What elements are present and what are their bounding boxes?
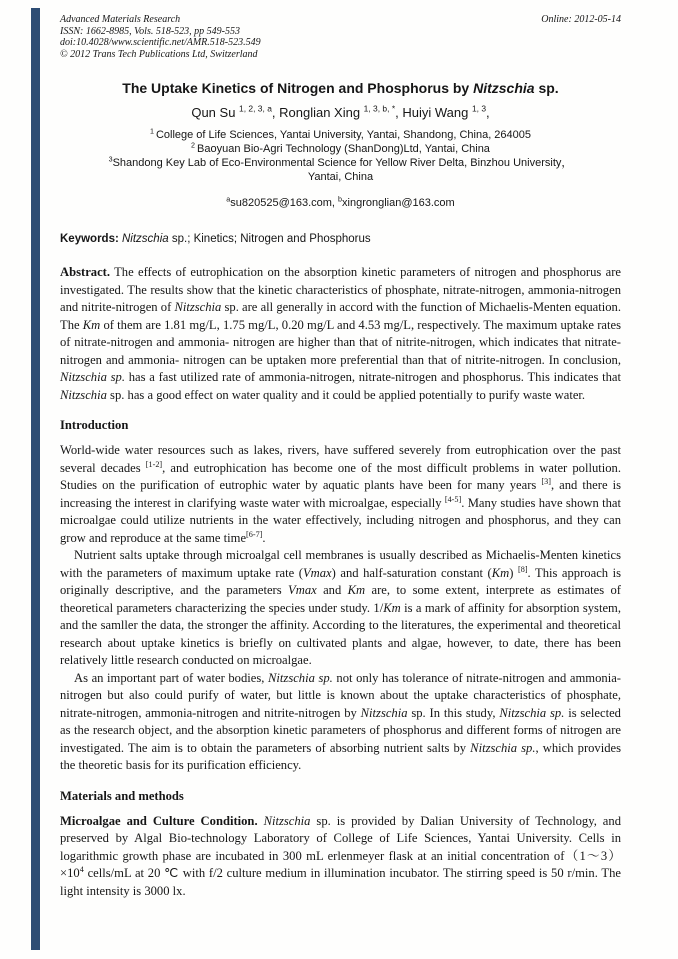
journal-issn-line: ISSN: 1662-8985, Vols. 518-523, pp 549-553 — [60, 25, 240, 37]
affiliations-block — [60, 128, 621, 184]
keywords-line: Keywords: Nitzschia sp.; Kinetics; Nitrogen and Phosphorus — [60, 233, 371, 245]
journal-header — [60, 14, 621, 60]
author-emails: $^a$su820525@163.com, $^b$xingronglian@163.com — [226, 195, 455, 209]
materials-paragraph-1: Microalgae and Culture Condition. Nitzschia sp. is provided by Dalian University of Technology, and preserved by Algal Bio-technology Laboratory of College of Life Sciences, Yantai University. Cells in logarithmic growth phase are incubated in 300 mL erlenmeyer flask at an initial concentration $of(1\sim 3)\times 10^4$ cells/mL at 20 ℃ with f/2 culture medium in illumination incubator. The stirring speed is 50 r/min. The light intensity is 3000 lx. — [60, 813, 621, 898]
paper-title: The Uptake Kinetics of Nitrogen and Phosphorus by Nitzschia sp. — [122, 80, 559, 96]
section-heading-introduction: Introduction — [60, 418, 129, 432]
journal-info — [60, 14, 261, 60]
abstract-paragraph: Abstract. The effects of eutrophication on the absorption kinetic parameters of nitrogen and phosphorus are investigated. The results show that the kinetic characteristics of phosphate, nitrate-nitrogen, ammonia-nitrogen and nitrite-nitrogen of Nitzschia sp. are all generally in accord with the function of Michaelis-Menten equation. The Km of them are 1.81 mg/L, 1.75 mg/L, 0.20 mg/L and 4.53 mg/L, respectively. The maximum uptake rates of nitrate-nitrogen and ammonia- nitrogen are higher than that of nitrite-nitrogen, which indicates that nitrate-nitrogen and ammonia- nitrogen can be uptaken more preferential than that of nitrite-nitrogen. In conclusion, Nitzschia sp. has a fast utilized rate of ammonia-nitrogen, nitrate-nitrogen and phosphorus. This indicates that Nitzschia sp. has a good effect on water quality and it could be applied potentially to purify waste water. — [60, 265, 621, 402]
intro-paragraph-3: As an important part of water bodies, Nitzschia sp. not only has tolerance of nitrate-nitrogen and ammonia-nitrogen but also could purify of water, but little is known about the uptake characteristics of phosphate, nitrate-nitrogen, ammonia-nitrogen and nitrite-nitrogen by Nitzschia sp. In this study, Nitzschia sp. is selected as the research object, and the absorption kinetic parameters of phosphorus and different forms of nitrogen are investigated. The aim is to obtain the parameters of absorbing nutrient salts by Nitzschia sp., which provides the theoretic basis for its purification efficiency. — [60, 670, 622, 772]
affiliation-3: $^3$Shandong Key Lab of Eco-Environmental Science for Yellow River Delta, Binzhou University， Yantai, China — [108, 155, 573, 183]
authors-line: Qun Su $^{1, 2, 3, a}$, Ronglian Xing $^{1, 3, b, *}$, Huiyi Wang $^{1, 3}$, — [191, 103, 490, 120]
left-accent-bar — [31, 8, 40, 950]
journal-copyright-line: © 2012 Trans Tech Publications Ltd, Switzerland — [60, 48, 258, 60]
section-heading-materials-and-methods: Materials and methods — [60, 788, 184, 803]
intro-paragraph-1: World-wide water resources such as lakes, rivers, have suffered severely from eutrophication over the past several decades [1-2], and eutrophication has become one of the most difficult problems in water pollution. Studies on the purification of eutrophic water by aquatic plants have been for many years [3], and there is increasing the interest in clarifying waste water with microalgae, especially [4-5]. Many studies have shown that microalgae could utilize nutrients in the water effectively, including nitrogen and phosphorus, and they can grow and reproduce at the same time[6-7]. — [60, 443, 621, 545]
journal-doi-line: doi:10.4028/www.scientific.net/AMR.518-523.549 — [60, 37, 261, 48]
affiliation-2: $^2$ Baoyuan Bio-Agri Technology (ShanDong)Ltd, Yantai, China — [191, 141, 490, 155]
page-content — [60, 14, 621, 900]
affiliation-1: $^1$ College of Life Sciences, Yantai University, Yantai, Shandong, China, 264005 — [149, 127, 532, 141]
online-date: Online: 2012-05-14 — [541, 14, 621, 25]
intro-paragraph-2: Nutrient salts uptake through microalgal cell membranes is usually described as Michaelis-Menten kinetics with the parameters of maximum uptake rate (Vmax) and half-saturation constant (Km) [8]. This approach is originally descriptive, and the parameters Vmax and Km are, to some extent, interprete as estimates of theoretical parameters characterizing the species under study. 1/Km is a mark of affinity for absorption system, and the samller the data, the stronger the affinity. According to the literatures, the experimental and theoretical research about uptake kinetics is briefly on cultivated plants and algae, however, to date, there has been relatively little research conducted on microalgae. — [60, 548, 622, 667]
journal-name: Advanced Materials Research — [60, 14, 181, 25]
